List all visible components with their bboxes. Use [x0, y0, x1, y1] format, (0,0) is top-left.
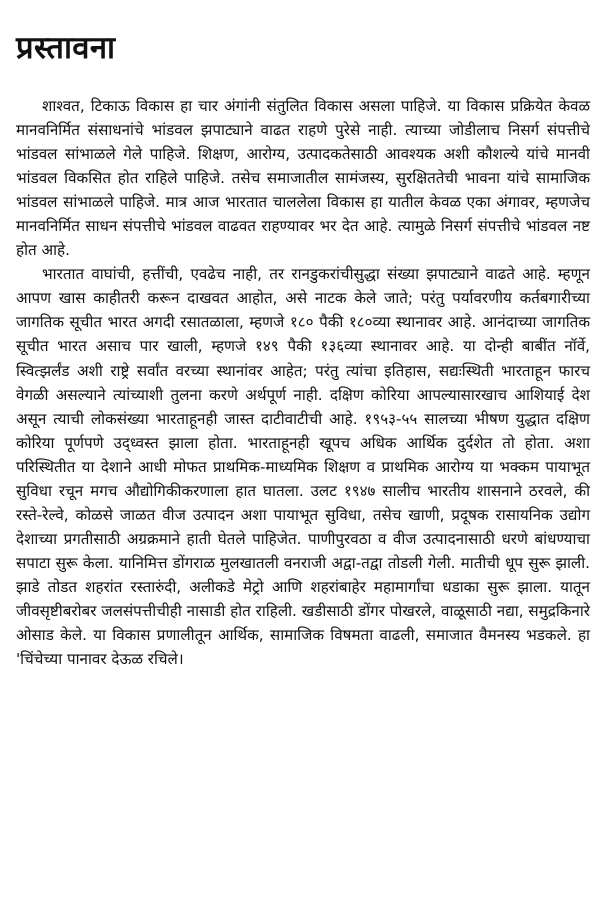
document-body: [16, 94, 590, 671]
paragraph-1: शाश्वत, टिकाऊ विकास हा चार अंगांनी संतुलित विकास असला पाहिजे. या विकास प्रक्रियेत केवळ मानवनिर्मित संसाधनांचे भांडवल झपाट्याने वाढत राहणे पुरेसे नाही. त्याच्या जोडीलाच निसर्ग संपत्तीचे भांडवल सांभाळले गेले पाहिजे. शिक्षण, आरोग्य, उत्पादकतेसाठी आवश्यक अशी कौशल्ये यांचे मानवी भांडवल विकसित होत राहिले पाहिजे. तसेच समाजातील सामंजस्य, सुरक्षिततेची भावना यांचे सामाजिक भांडवल सांभाळले पाहिजे. मात्र आज भारतात चाललेला विकास हा यातील केवळ एका अंगावर, म्हणजेच मानवनिर्मित साधन संपत्तीचे भांडवल वाढवत राहण्यावर भर देत आहे. त्यामुळे निसर्ग संपत्तीचे भांडवल नष्ट होत आहे.: [16, 97, 590, 260]
page-title: प्रस्तावना: [16, 30, 116, 66]
paragraph-2: भारतात वाघांची, हत्तींची, एवढेच नाही, तर रानडुकरांचीसुद्धा संख्या झपाट्याने वाढते आहे. म्हणून आपण खास काहीतरी करून दाखवत आहोत, असे नाटक केले जाते; परंतु पर्यावरणीय कर्तबगारीच्या जागतिक सूचीत भारत अगदी रसातळाला, म्हणजे १८० पैकी १८०व्या स्थानावर आहे. आनंदाच्या जागतिक सूचीत भारत असाच पार खाली, म्हणजे १४९ पैकी १३६व्या स्थानावर आहे. या दोन्ही बाबींत नॉर्वे, स्वित्झर्लंड अशी राष्ट्रे सर्वांत वरच्या स्थानांवर आहेत; परंतु त्यांचा इतिहास, सद्यःस्थिती भारताहून फारच वेगळी असल्याने त्यांच्याशी तुलना करणे अर्थपूर्ण नाही. दक्षिण कोरिया आपल्यासारखाच आशियाई देश असून त्याची लोकसंख्या भारताहूनही जास्त दाटीवाटीची आहे. १९५३-५५ सालच्या भीषण युद्धात दक्षिण कोरिया पूर्णपणे उद्ध्वस्त झाला होता. भारताहूनही खूपच अधिक आर्थिक दुर्दशेत तो होता. अशा परिस्थितीत या देशाने आधी मोफत प्राथमिक-माध्यमिक शिक्षण व प्राथमिक आरोग्य या भक्कम पायाभूत सुविधा रचून मगच औद्योगिकीकरणाला हात घातला. उलट १९४७ सालीच भारतीय शासनाने ठरवले, की रस्ते-रेल्वे, कोळसे जाळत वीज उत्पादन अशा पायाभूत सुविधा, तसेच खाणी, प्रदूषक रासायनिक उद्योग देशाच्या प्रगतीसाठी अग्रक्रमाने हाती घेतले पाहिजेत. पाणीपुरवठा व वीज उत्पादनासाठी धरणे बांधण्याचा सपाटा सुरू केला. यानिमित्त डोंगराळ मुलखातली वनराजी अद्वा-तद्वा तोडली गेली. मातीची धूप सुरू झाली. झाडे तोडत शहरांत रस्तारुंदी, अलीकडे मेट्रो आणि शहरांबाहेर महामार्गांचा धडाका सुरू झाला. यातून जीवसृष्टीबरोबर जलसंपत्तीचीही नासाडी होत राहिली. खडीसाठी डोंगर पोखरले, वाळूसाठी नद्या, समुद्रकिनारे ओसाड केले. या विकास प्रणालीतून आर्थिक, सामाजिक विषमता वाढली, समाजात वैमनस्य भडकले. हा 'चिंचेच्या पानावर देऊळ रचिले।: [16, 265, 590, 669]
document-page: [16, 0, 590, 909]
